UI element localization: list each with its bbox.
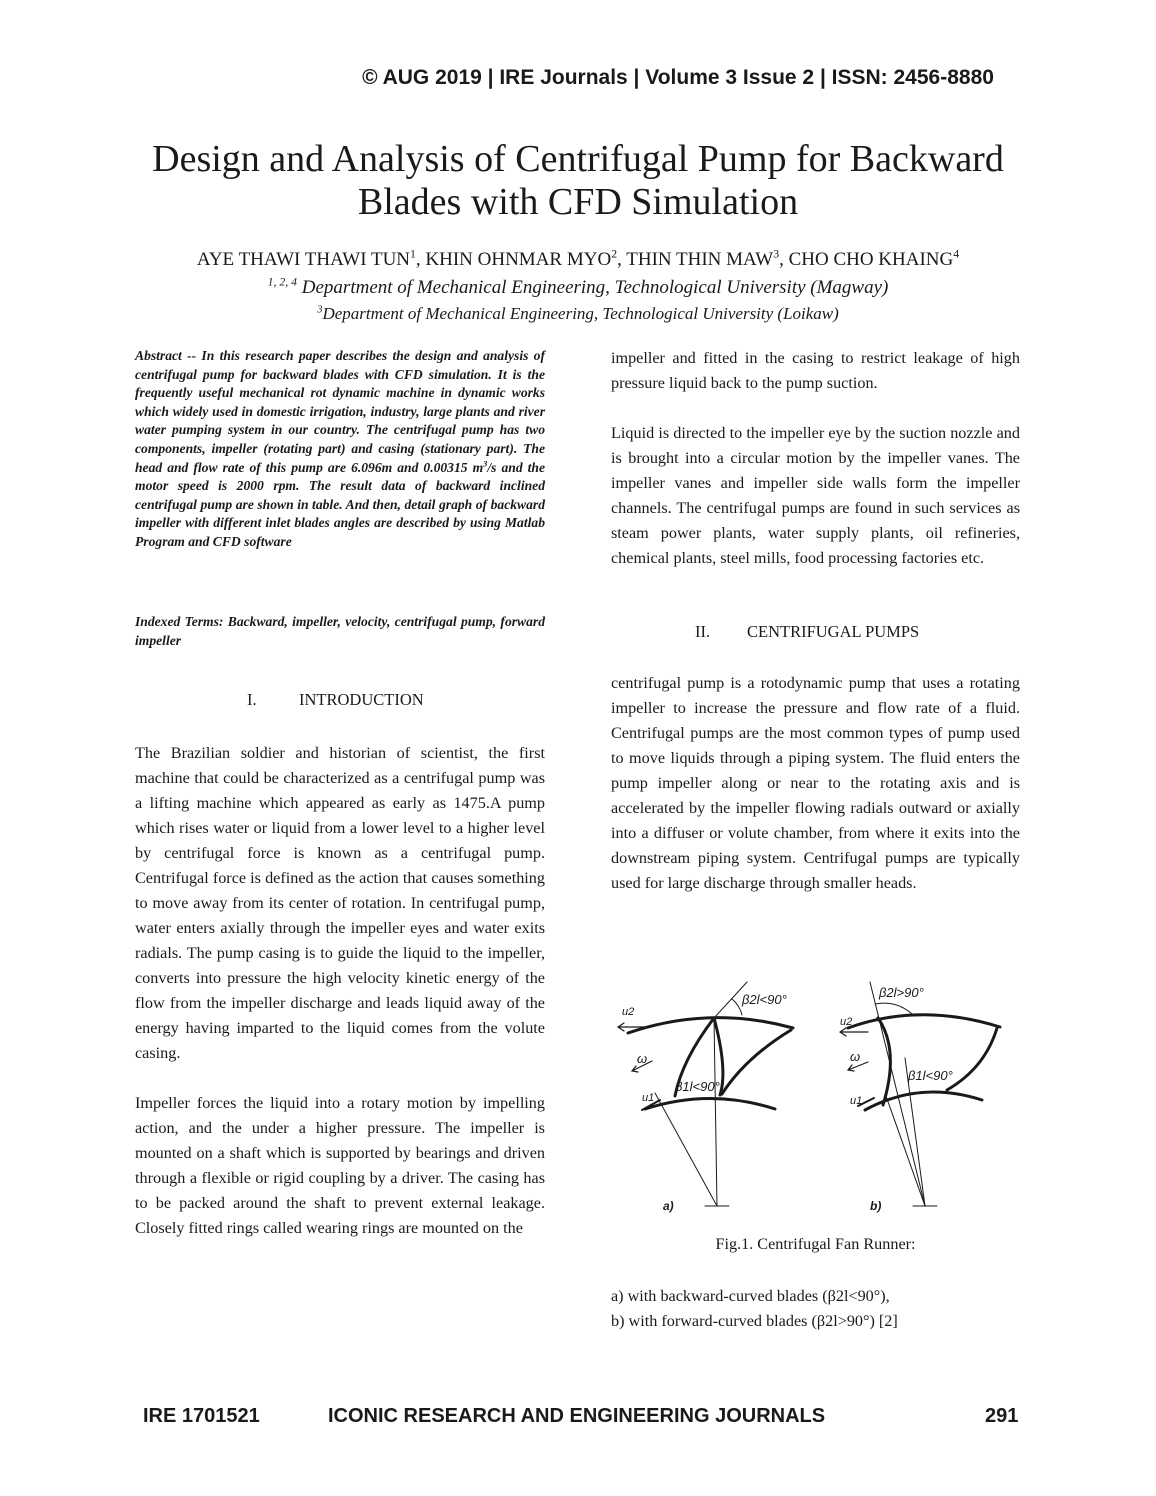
fan-runner-figure bbox=[600, 970, 1020, 1220]
footer-page-number: 291 bbox=[985, 1405, 1019, 1427]
section-heading-introduction: I. INTRODUCTION bbox=[247, 690, 424, 709]
author-list bbox=[60, 249, 1096, 271]
introduction-body bbox=[135, 741, 545, 1241]
fig-b-u1-label: u1 bbox=[850, 1095, 863, 1107]
section-heading-centrifugal-pumps: II. CENTRIFUGAL PUMPS bbox=[695, 622, 920, 641]
fig-a-beta2-label: β2l<90° bbox=[742, 992, 787, 1007]
right-paragraph-2: Liquid is directed to the impeller eye by the suction nozzle and is brought into a circular motion by the impeller vanes. The impeller vanes and impeller side walls form the impeller channels. The centrifugal pumps are found in such services as steam power plants, water supply plants, oil refineries, chemical plants, steel mills, food processing factories etc. bbox=[611, 424, 1020, 567]
author-1: AYE THAWI THAWI TUN$^1$, bbox=[196, 247, 426, 270]
footer-article-id: IRE 1701521 bbox=[143, 1405, 260, 1427]
fig-b-outer-arc bbox=[848, 1015, 1000, 1028]
fig-b-blade-2 bbox=[947, 1028, 997, 1090]
fig-b-omega-label: ω bbox=[850, 1049, 861, 1064]
author-2: KHIN OHNMAR MYO$^2$, bbox=[425, 247, 627, 270]
indexed-terms: Indexed Terms: Backward, impeller, velocity, centrifugal pump, forward impeller bbox=[135, 614, 545, 648]
fig-a-omega-label: ω bbox=[637, 1051, 648, 1066]
fig-b-blade-1 bbox=[878, 1018, 890, 1105]
intro-paragraph-2: Impeller forces the liquid into a rotary motion by impelling action, and the under a higher pressure. The impeller is mounted on a shaft which is supported by bearings and driven through a flexible or rigid coupling by a driver. The casing has to be packed around the shaft to prevent external leakage. Closely fitted rings called wearing rings are mounted on the bbox=[135, 1094, 545, 1237]
figure-legend bbox=[611, 1284, 1020, 1334]
fig-a-blade-3 bbox=[722, 1030, 791, 1094]
right-column-top bbox=[611, 346, 1020, 571]
footer-journal-name: ICONIC RESEARCH AND ENGINEERING JOURNALS bbox=[328, 1405, 826, 1427]
intro-paragraph-1: The Brazilian soldier and historian of scientist, the first machine that could be characterized as a centrifugal pump was a lifting machine which appeared as early as 1475.A pump which rises water or liquid from a lower level to a higher level by centrifugal force is known as a centrifugal pump. Centrifugal force is defined as the action that causes something to move away from its center of rotation. In centrifugal pump, water enters axially through the impeller eyes and water exits radials. The pump casing is to guide the liquid to the impeller, converts into pressure the high velocity kinetic energy of the flow from the impeller discharge and leads liquid away of the energy having imparted to the liquid comes from the volute casing. bbox=[135, 744, 545, 1062]
fig-b-ray-2 bbox=[886, 1096, 925, 1206]
author-3: THIN THIN MAW$^3$, bbox=[626, 247, 789, 270]
fig-a-ray-1 bbox=[714, 1018, 717, 1206]
fig-b-beta1-label: β1l<90° bbox=[908, 1068, 953, 1083]
fig-b-beta2-label: β2l>90° bbox=[879, 985, 924, 1000]
fig-a-inner-arc bbox=[645, 1099, 775, 1110]
figure-caption: Fig.1. Centrifugal Fan Runner: bbox=[715, 1235, 916, 1253]
title-line-1: Design and Analysis of Centrifugal Pump for Backward bbox=[152, 138, 1004, 180]
fig-a-u2-label: u2 bbox=[622, 1006, 635, 1018]
fig-b-u2-arrow bbox=[840, 1028, 868, 1036]
affiliation-2: $^3$Department of Mechanical Engineering, Technological University (Loikaw) bbox=[317, 304, 839, 323]
figure-legend-b: b) with forward-curved blades (β2l>90°) [2] bbox=[611, 1312, 898, 1330]
journal-header: © AUG 2019 | IRE Journals | Volume 3 Issue 2 | ISSN: 2456-8880 bbox=[362, 66, 994, 89]
author-4: CHO CHO KHAING$^4$ bbox=[788, 247, 960, 270]
fig-b-inner-arc bbox=[865, 1092, 982, 1110]
title-line-2: Blades with CFD Simulation bbox=[357, 181, 799, 223]
abstract: Abstract -- In this research paper describes the design and analysis of centrifugal pump for backward blades with CFD simulation. It is the frequently useful mechanical rot dynamic machine in dynamic works which widely used in domestic irrigation, industry, large plants and river water pumping system in our country. The centrifugal pump has two components, impeller (rotating part) and casing (stationary part). The head and flow rate of this pump are 6.096m and 0.00315 $m^3/s$ and the motor speed is 2000 rpm. The result data of backward inclined centrifugal pump are shown in table. And then, detail graph of backward impeller with different inlet blades angles are described by using Matlab Program and CFD software bbox=[135, 348, 546, 549]
fig-a-u1-label: u1 bbox=[642, 1092, 655, 1104]
right-paragraph-1: impeller and fitted in the casing to restrict leakage of high pressure liquid back to the pump suction. bbox=[611, 349, 1020, 392]
figure-legend-a: a) with backward-curved blades (β2l<90°), bbox=[611, 1287, 890, 1305]
fig-a-beta1-label: β1l<90° bbox=[675, 1079, 720, 1094]
paper-title bbox=[100, 138, 1056, 224]
fig-b-angle-arc bbox=[875, 1003, 912, 1014]
fig-b-u2-label: u2 bbox=[840, 1016, 853, 1028]
fig-label-a: a) bbox=[663, 1199, 674, 1213]
fig-a-angle-arc bbox=[732, 999, 742, 1015]
fig-a-ray-2 bbox=[655, 1093, 717, 1206]
centrifugal-pumps-body: centrifugal pump is a rotodynamic pump that uses a rotating impeller to increase the pressure and flow rate of a fluid. Centrifugal pumps are the most common types of pump used to move liquids through a piping system. The fluid enters the pump impeller along or near to the rotating axis and is accelerated by the impeller flowing radials outward or axially into a diffuser or volute chamber, from where it exits into the downstream piping system. Centrifugal pumps are typically used for large discharge through smaller heads. bbox=[611, 674, 1020, 892]
fig-a-outer-arc bbox=[628, 1018, 793, 1033]
fig-label-b: b) bbox=[870, 1199, 882, 1213]
affiliation-1: $^{1, 2, 4}$ Department of Mechanical Engineering, Technological University (Magway) bbox=[267, 275, 889, 298]
